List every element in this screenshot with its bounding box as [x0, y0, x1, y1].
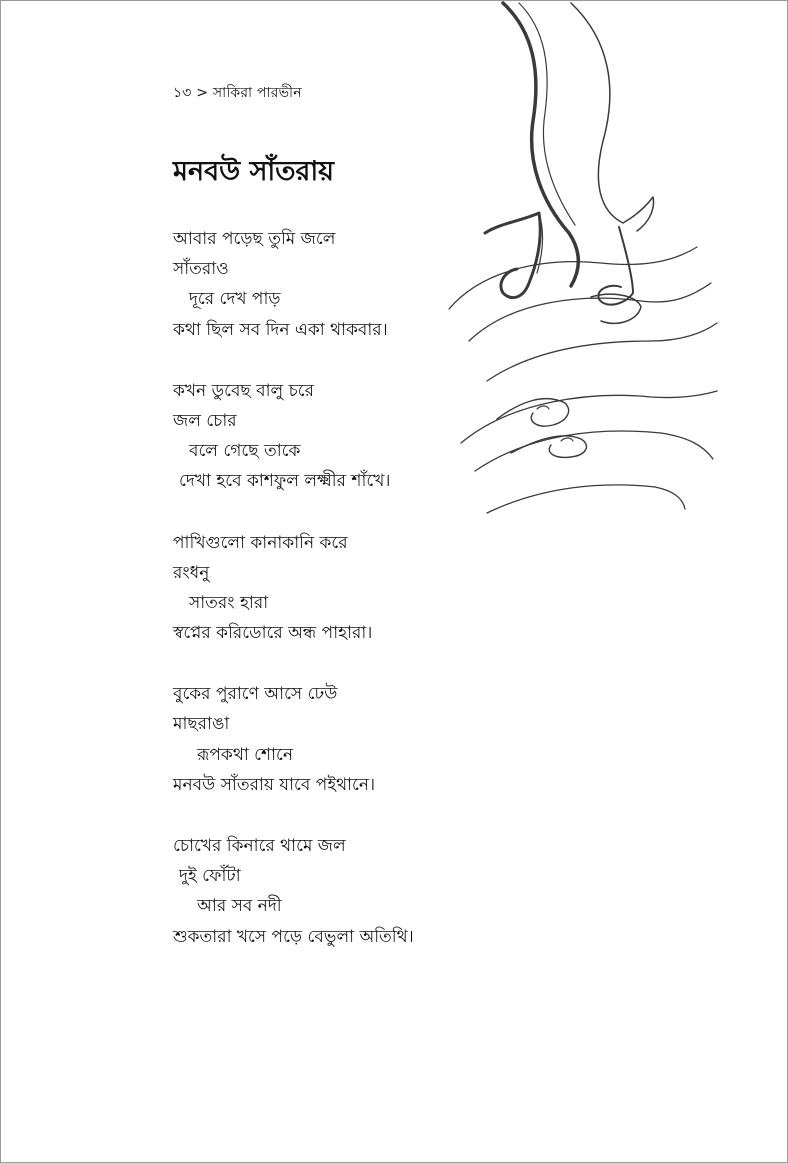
poem-line: দেখা হবে কাশফুল লক্ষ্মীর শাঁখে।: [179, 471, 391, 492]
fish-shape: [537, 406, 549, 409]
note-hook-right: [598, 227, 633, 305]
wave-line: [487, 485, 685, 513]
poem-line: স্বপ্নের করিডোরে অন্ধ পাহারা।: [173, 623, 373, 644]
water-waves-illustration-icon: [441, 1, 731, 521]
poem-line: চোখের কিনারে থামে জল: [173, 836, 346, 856]
poem-line: বলে গেছে তাকে: [189, 441, 301, 462]
poem-line: শুকতারা খসে পড়ে বেভুলা অতিথি।: [173, 926, 414, 947]
wave-line: [469, 283, 711, 341]
poem-line: রংধনু: [173, 562, 210, 583]
stanza: [173, 679, 473, 800]
note-hook-left: [485, 213, 540, 298]
poem-line: মনবউ সাঁতরায় যাবে পইথানে।: [173, 774, 376, 795]
wave-line: [475, 431, 713, 471]
poem-line: মাছরাঙা: [173, 714, 230, 735]
running-head: ১৩ > সাকিরা পারভীন: [173, 85, 302, 101]
poem-line: পাখিগুলো কানাকানি করে: [173, 532, 348, 553]
fish-shape: [561, 438, 573, 441]
poem-line: কথা ছিল সব দিন একা থাকবার।: [173, 319, 388, 340]
poem-line: সাতরং হারা: [189, 592, 269, 613]
poem-line: রূপকথা শোনে: [197, 744, 294, 765]
poem-line: আবার পড়েছ তুমি জলে: [173, 229, 336, 249]
stanza: [173, 528, 473, 649]
poem-title: মনবউ সাঁতরায়: [173, 156, 335, 187]
stanza: [173, 831, 473, 952]
poem-line: জল চোর: [173, 410, 237, 431]
poem-line: বুকের পুরাণে আসে ঢেউ: [173, 684, 338, 705]
poem-line: কখন ডুবেছ বালু চরে: [173, 380, 314, 401]
stanza: [173, 224, 473, 345]
poem-line: দুই ফোঁটা: [179, 866, 241, 887]
fish-shape: [497, 399, 569, 426]
wave-line: [487, 323, 717, 381]
poem-line: আর সব নদী: [197, 896, 282, 917]
drape-right-stroke: [571, 3, 653, 231]
poem-line: সাঁতরাও: [173, 259, 229, 280]
poem-line: দূরে দেখ পাড়: [189, 289, 281, 310]
poem-body: [173, 224, 473, 952]
stanza: [173, 376, 473, 497]
